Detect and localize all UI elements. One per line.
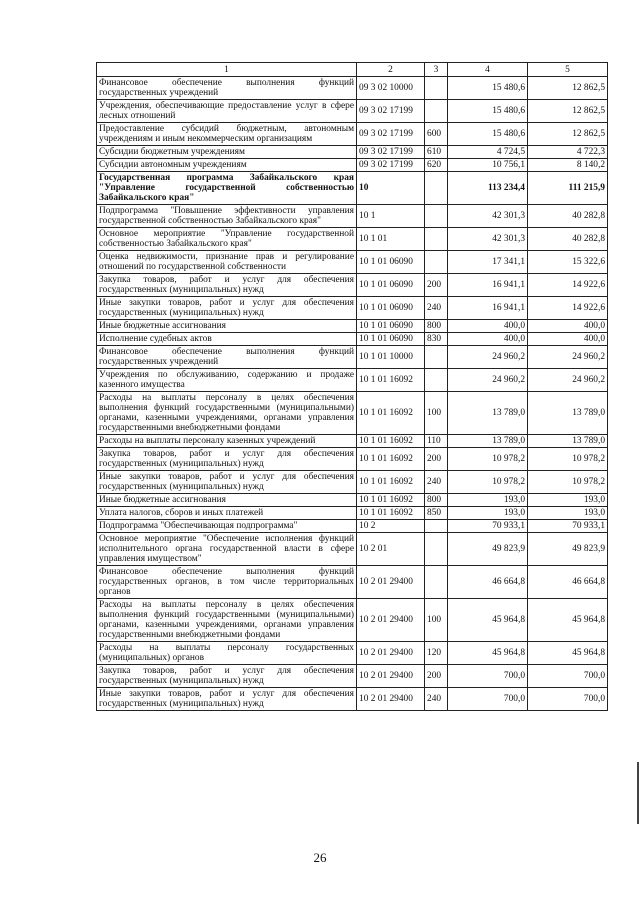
table-row [97, 688, 608, 711]
row-type: 200 [425, 448, 448, 471]
table-row [97, 274, 608, 297]
row-name: Расходы на выплаты персоналу в целях обеспечения выполнения функций государственными (муниципальными) органами, казенными учреждениями, органами управления государственными внебюджетными фондами [97, 599, 357, 642]
row-value-col4: 193,0 [448, 507, 528, 520]
row-code: 10 1 01 06090 [357, 320, 425, 333]
table-header-row [97, 63, 608, 77]
row-code: 10 2 01 [357, 533, 425, 566]
row-type: 610 [425, 146, 448, 159]
page-number: 26 [313, 850, 327, 865]
row-value-col5: 10 978,2 [528, 448, 608, 471]
table-row [97, 507, 608, 520]
row-code: 10 1 01 06090 [357, 333, 425, 346]
row-name: Уплата налогов, сборов и иных платежей [97, 507, 357, 520]
row-name: Исполнение судебных актов [97, 333, 357, 346]
row-value-col5: 111 215,9 [528, 172, 608, 205]
table-row [97, 435, 608, 448]
row-value-col4: 10 756,1 [448, 159, 528, 172]
row-code: 10 1 01 16092 [357, 494, 425, 507]
row-code: 10 1 01 16092 [357, 507, 425, 520]
row-code: 10 1 01 06090 [357, 297, 425, 320]
row-value-col4: 13 789,0 [448, 392, 528, 435]
row-value-col4: 24 960,2 [448, 346, 528, 369]
row-name: Закупка товаров, работ и услуг для обеспечения государственных (муниципальных) нужд [97, 665, 357, 688]
row-value-col4: 15 480,6 [448, 123, 528, 146]
row-name: Расходы на выплаты персоналу в целях обеспечения выполнения функций государственными (муниципальными) органами, казенными учреждениями, органами управления государственными внебюджетными фондами [97, 392, 357, 435]
row-code: 09 3 02 17199 [357, 123, 425, 146]
row-value-col4: 400,0 [448, 320, 528, 333]
column-header-3: 3 [425, 63, 448, 77]
row-type: 830 [425, 333, 448, 346]
table-row [97, 320, 608, 333]
row-value-col5: 49 823,9 [528, 533, 608, 566]
row-value-col5: 14 922,6 [528, 297, 608, 320]
column-header-5: 5 [528, 63, 608, 77]
row-name: Расходы на выплаты персоналу государственных (муниципальных) органов [97, 642, 357, 665]
row-value-col5: 193,0 [528, 494, 608, 507]
row-type: 200 [425, 274, 448, 297]
row-name: Основное мероприятие "Обеспечение исполнения функций исполнительного органа государственной власти в сфере управления имуществом" [97, 533, 357, 566]
row-value-col4: 45 964,8 [448, 599, 528, 642]
row-value-col4: 700,0 [448, 665, 528, 688]
row-code: 10 2 01 29400 [357, 665, 425, 688]
row-value-col4: 13 789,0 [448, 435, 528, 448]
row-value-col5: 700,0 [528, 688, 608, 711]
row-value-col5: 15 322,6 [528, 251, 608, 274]
row-type [425, 533, 448, 566]
row-value-col4: 400,0 [448, 333, 528, 346]
row-code: 10 2 [357, 520, 425, 533]
row-name: Иные закупки товаров, работ и услуг для обеспечения государственных (муниципальных) нужд [97, 297, 357, 320]
row-value-col5: 14 922,6 [528, 274, 608, 297]
row-value-col5: 70 933,1 [528, 520, 608, 533]
row-type [425, 77, 448, 100]
row-name: Расходы на выплаты персоналу казенных учреждений [97, 435, 357, 448]
table-row [97, 346, 608, 369]
row-code: 09 3 02 17199 [357, 146, 425, 159]
table-row [97, 228, 608, 251]
table-row [97, 333, 608, 346]
row-type [425, 228, 448, 251]
table-row [97, 494, 608, 507]
row-code: 09 3 02 17199 [357, 159, 425, 172]
row-type [425, 520, 448, 533]
table-row [97, 392, 608, 435]
row-type [425, 172, 448, 205]
row-code: 10 2 01 29400 [357, 642, 425, 665]
row-type: 800 [425, 494, 448, 507]
row-code: 09 3 02 10000 [357, 77, 425, 100]
row-code: 10 1 01 16092 [357, 369, 425, 392]
column-header-4: 4 [448, 63, 528, 77]
table-row [97, 369, 608, 392]
row-value-col5: 8 140,2 [528, 159, 608, 172]
table-row [97, 599, 608, 642]
row-code: 10 1 01 16092 [357, 435, 425, 448]
row-type [425, 251, 448, 274]
row-type: 120 [425, 642, 448, 665]
row-value-col5: 4 722,3 [528, 146, 608, 159]
row-code: 10 1 [357, 205, 425, 228]
column-header-1: 1 [97, 63, 357, 77]
row-value-col4: 15 480,6 [448, 77, 528, 100]
row-name: Подпрограмма "Повышение эффективности управления государственной собственностью Забайкальского края" [97, 205, 357, 228]
row-type [425, 346, 448, 369]
row-value-col4: 193,0 [448, 494, 528, 507]
row-name: Субсидии бюджетным учреждениям [97, 146, 357, 159]
row-value-col5: 40 282,8 [528, 228, 608, 251]
row-type: 620 [425, 159, 448, 172]
column-header-2: 2 [357, 63, 425, 77]
row-value-col5: 12 862,5 [528, 77, 608, 100]
row-code: 10 1 01 10000 [357, 346, 425, 369]
table-row [97, 77, 608, 100]
row-code: 10 1 01 [357, 228, 425, 251]
row-name: Учреждения, обеспечивающие предоставление услуг в сфере лесных отношений [97, 100, 357, 123]
row-code: 10 2 01 29400 [357, 688, 425, 711]
row-value-col4: 42 301,3 [448, 228, 528, 251]
row-type: 100 [425, 392, 448, 435]
row-type: 850 [425, 507, 448, 520]
row-value-col5: 24 960,2 [528, 346, 608, 369]
table-row [97, 251, 608, 274]
row-value-col4: 16 941,1 [448, 297, 528, 320]
row-value-col5: 13 789,0 [528, 392, 608, 435]
row-type [425, 205, 448, 228]
row-code: 10 1 01 16092 [357, 471, 425, 494]
row-type: 110 [425, 435, 448, 448]
table-row [97, 123, 608, 146]
margin-mark [637, 762, 639, 824]
table-row [97, 297, 608, 320]
table-row [97, 205, 608, 228]
row-value-col5: 13 789,0 [528, 435, 608, 448]
row-name: Государственная программа Забайкальского края "Управление государственной собственностью Забайкальского края" [97, 172, 357, 205]
row-value-col5: 12 862,5 [528, 100, 608, 123]
row-type: 800 [425, 320, 448, 333]
row-name: Подпрограмма "Обеспечивающая подпрограмма" [97, 520, 357, 533]
row-type [425, 369, 448, 392]
row-type: 240 [425, 688, 448, 711]
row-name: Финансовое обеспечение выполнения функций государственных учреждений [97, 346, 357, 369]
table-row [97, 159, 608, 172]
row-name: Учреждения по обслуживанию, содержанию и продаже казенного имущества [97, 369, 357, 392]
row-value-col4: 24 960,2 [448, 369, 528, 392]
table-row [97, 471, 608, 494]
row-code: 10 2 01 29400 [357, 566, 425, 599]
row-type: 240 [425, 471, 448, 494]
row-value-col4: 4 724,5 [448, 146, 528, 159]
row-name: Субсидии автономным учреждениям [97, 159, 357, 172]
row-value-col4: 42 301,3 [448, 205, 528, 228]
table-body [97, 77, 608, 711]
row-name: Финансовое обеспечение выполнения функций государственных учреждений [97, 77, 357, 100]
row-name: Предоставление субсидий бюджетным, автономным учреждениям и иным некоммерческим организациям [97, 123, 357, 146]
row-value-col4: 10 978,2 [448, 448, 528, 471]
row-value-col4: 700,0 [448, 688, 528, 711]
row-type: 600 [425, 123, 448, 146]
row-value-col5: 700,0 [528, 665, 608, 688]
row-value-col5: 24 960,2 [528, 369, 608, 392]
row-name: Иные бюджетные ассигнования [97, 320, 357, 333]
row-type: 200 [425, 665, 448, 688]
row-name: Иные бюджетные ассигнования [97, 494, 357, 507]
table-row [97, 665, 608, 688]
row-code: 10 [357, 172, 425, 205]
row-name: Основное мероприятие "Управление государственной собственностью Забайкальского края" [97, 228, 357, 251]
row-value-col4: 16 941,1 [448, 274, 528, 297]
row-value-col4: 10 978,2 [448, 471, 528, 494]
row-value-col4: 45 964,8 [448, 642, 528, 665]
row-value-col5: 10 978,2 [528, 471, 608, 494]
row-code: 10 1 01 16092 [357, 392, 425, 435]
row-value-col4: 17 341,1 [448, 251, 528, 274]
row-value-col4: 46 664,8 [448, 566, 528, 599]
row-value-col5: 45 964,8 [528, 642, 608, 665]
table-row [97, 566, 608, 599]
row-value-col5: 400,0 [528, 320, 608, 333]
row-value-col4: 15 480,6 [448, 100, 528, 123]
row-value-col5: 12 862,5 [528, 123, 608, 146]
row-code: 10 1 01 16092 [357, 448, 425, 471]
table-row [97, 448, 608, 471]
row-name: Оценка недвижимости, признание прав и регулирование отношений по государственной собственности [97, 251, 357, 274]
row-code: 09 3 02 17199 [357, 100, 425, 123]
row-name: Иные закупки товаров, работ и услуг для обеспечения государственных (муниципальных) нужд [97, 471, 357, 494]
row-value-col5: 193,0 [528, 507, 608, 520]
row-type: 100 [425, 599, 448, 642]
table-row [97, 172, 608, 205]
row-name: Закупка товаров, работ и услуг для обеспечения государственных (муниципальных) нужд [97, 274, 357, 297]
row-type: 240 [425, 297, 448, 320]
row-value-col5: 400,0 [528, 333, 608, 346]
row-name: Финансовое обеспечение выполнения функций государственных органов, в том числе территориальных органов [97, 566, 357, 599]
row-value-col4: 49 823,9 [448, 533, 528, 566]
table-row [97, 146, 608, 159]
row-code: 10 1 01 06090 [357, 274, 425, 297]
row-code: 10 1 01 06090 [357, 251, 425, 274]
table-row [97, 520, 608, 533]
row-name: Иные закупки товаров, работ и услуг для обеспечения государственных (муниципальных) нужд [97, 688, 357, 711]
table-row [97, 100, 608, 123]
row-value-col5: 46 664,8 [528, 566, 608, 599]
table-row [97, 642, 608, 665]
row-value-col5: 45 964,8 [528, 599, 608, 642]
row-value-col5: 40 282,8 [528, 205, 608, 228]
row-value-col4: 70 933,1 [448, 520, 528, 533]
row-type [425, 566, 448, 599]
row-value-col4: 113 234,4 [448, 172, 528, 205]
row-type [425, 100, 448, 123]
row-name: Закупка товаров, работ и услуг для обеспечения государственных (муниципальных) нужд [97, 448, 357, 471]
table-row [97, 533, 608, 566]
budget-table [96, 62, 608, 711]
row-code: 10 2 01 29400 [357, 599, 425, 642]
